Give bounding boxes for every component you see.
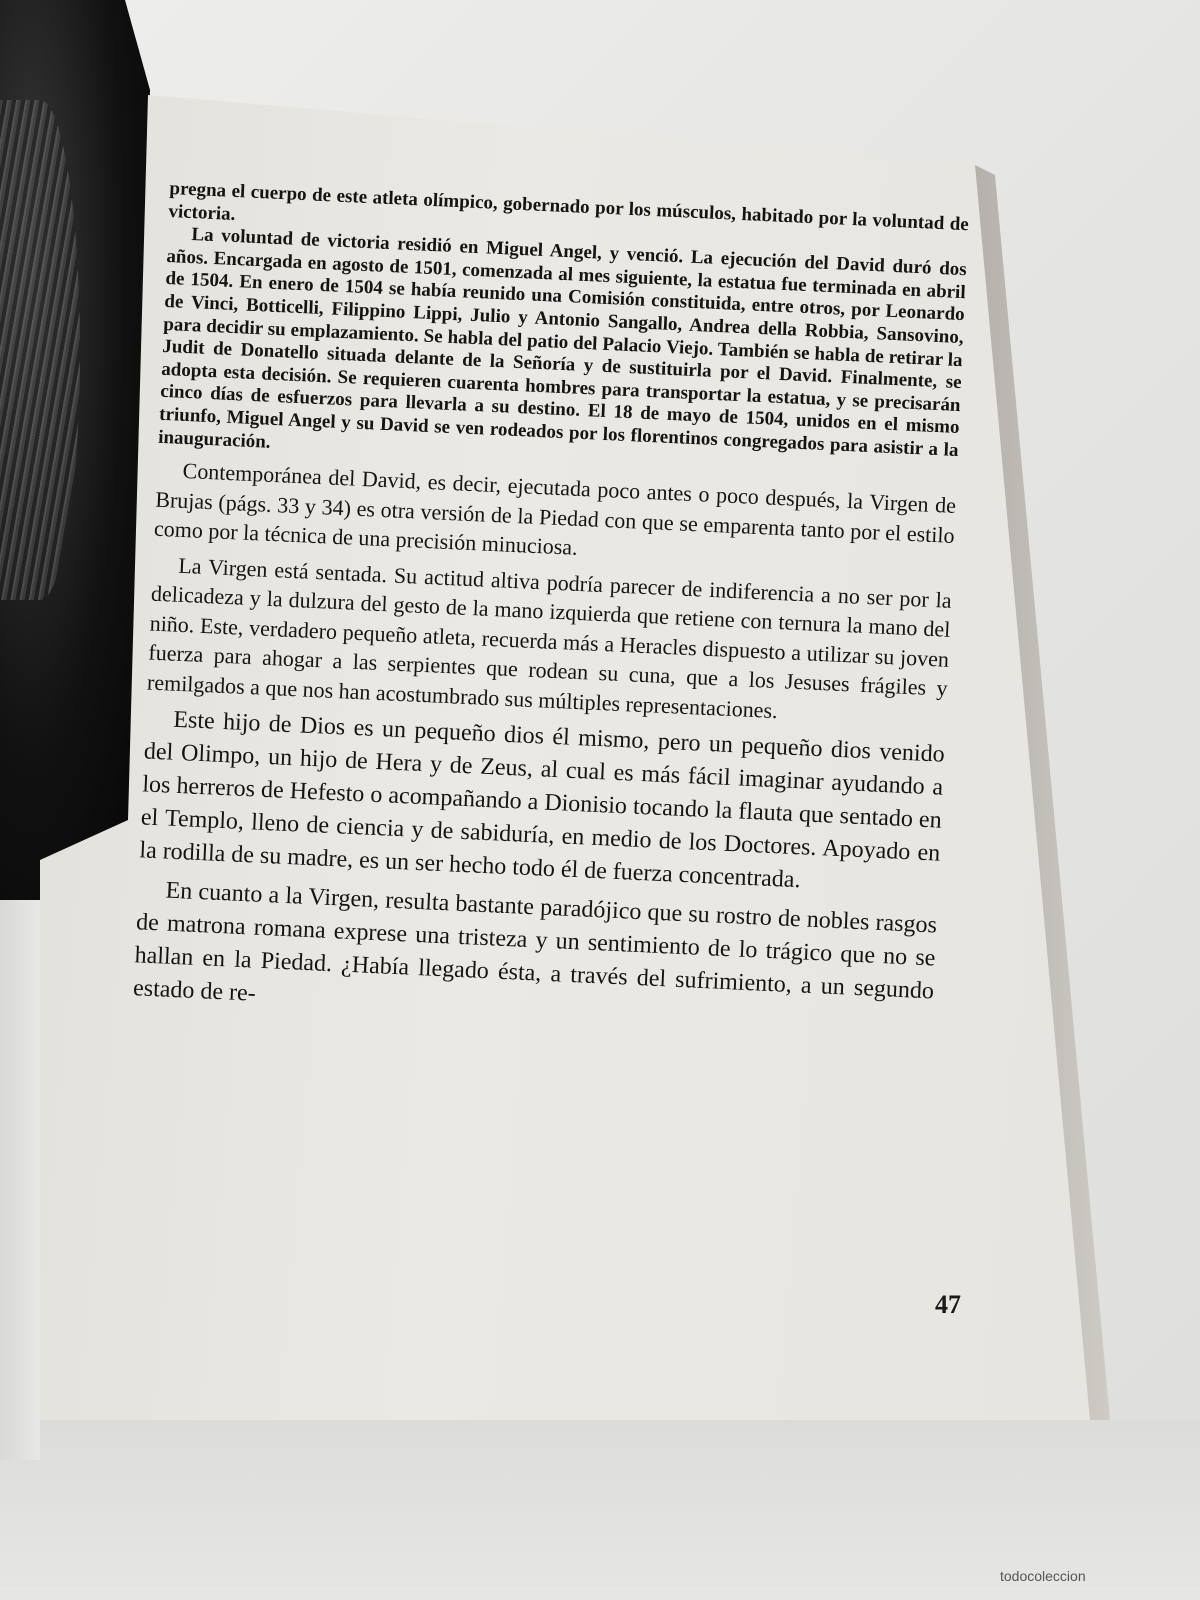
paragraph-4: La Virgen está sentada. Su actitud altiva podría parecer de indiferencia a no ser por la delicadeza y la dulzura del gesto de la mano izquierda que retiene con ternura la mano del niño. Este, verdadero pequeño atleta, recuerda más a Heracles dispuesto a utilizar su joven fuerza para ahogar a las serpientes que rodean su cuna, que a los Jesuses frágiles y remilgados a que nos han acostumbrado sus múltiples representaciones. bbox=[146, 552, 953, 723]
paragraph-1: pregna el cuerpo de este atleta olímpico, gobernado por los músculos, habitado por la voluntad de victoria. bbox=[168, 178, 970, 236]
facing-page-edge bbox=[0, 860, 40, 1460]
photo-texture bbox=[0, 100, 80, 600]
paragraph-6: En cuanto a la Virgen, resulta bastante paradójico que su rostro de nobles rasgos de matrona romana exprese una tristeza y un sentimiento de lo trágico que no se hallan en la Piedad. ¿Había llegado ésta, a través del sufrimiento, a un segundo estado de re- bbox=[132, 877, 938, 1007]
paragraph-2: La voluntad de victoria residió en Miguel Angel, y venció. La ejecución del David duró dos años. Encargada en agosto de 1501, comenzada al mes siguiente, la estatua fue terminada en abril de 1504. En enero de 1504 se había reunido una Comisión constituida, entre otros, por Leonardo de Vinci, Botticelli, Filippino Lippi, Julio y Antonio Sangallo, Andrea della Robbia, Sansovino, para decidir su emplazamiento. Se habla del patio del Palacio Viejo. También se habla de retirar la Judit de Donatello situada delante de la Señoría y de sustituirla por el David. Finalmente, se adopta esta decisión. Se requieren cuarenta hombres para transportar la estatua, y se precisarán cinco días de esfuerzos para llevarla a su destino. El 18 de mayo de 1504, unidos en el mismo triunfo, Miguel Angel y su David se ven rodeados por los florentinos congregados para asistir a la inauguración. bbox=[157, 224, 968, 461]
facing-page-photo bbox=[0, 0, 150, 900]
watermark: todocoleccion bbox=[1000, 1568, 1086, 1584]
page-number: 47 bbox=[935, 1290, 961, 1319]
page-text bbox=[132, 178, 969, 1042]
paragraph-3: Contemporánea del David, es decir, ejecutada poco antes o poco después, la Virgen de Brujas (págs. 33 y 34) es otra versión de la Piedad con que se emparenta tanto por el estilo como por la técnica de una precisión minuciosa. bbox=[153, 458, 957, 560]
paragraph-5: Este hijo de Dios es un pequeño dios él mismo, pero un pequeño dios venido del Olimpo, un hijo de Hera y de Zeus, al cual es más fácil imaginar ayudando a los herreros de Hefesto o acompañando a Dionisio tocando la flauta que sentado en el Templo, lleno de ciencia y de sabiduría, en medio de los Doctores. Apoyado en la rodilla de su madre, es un ser hecho todo él de fuerza concentrada. bbox=[138, 706, 946, 894]
